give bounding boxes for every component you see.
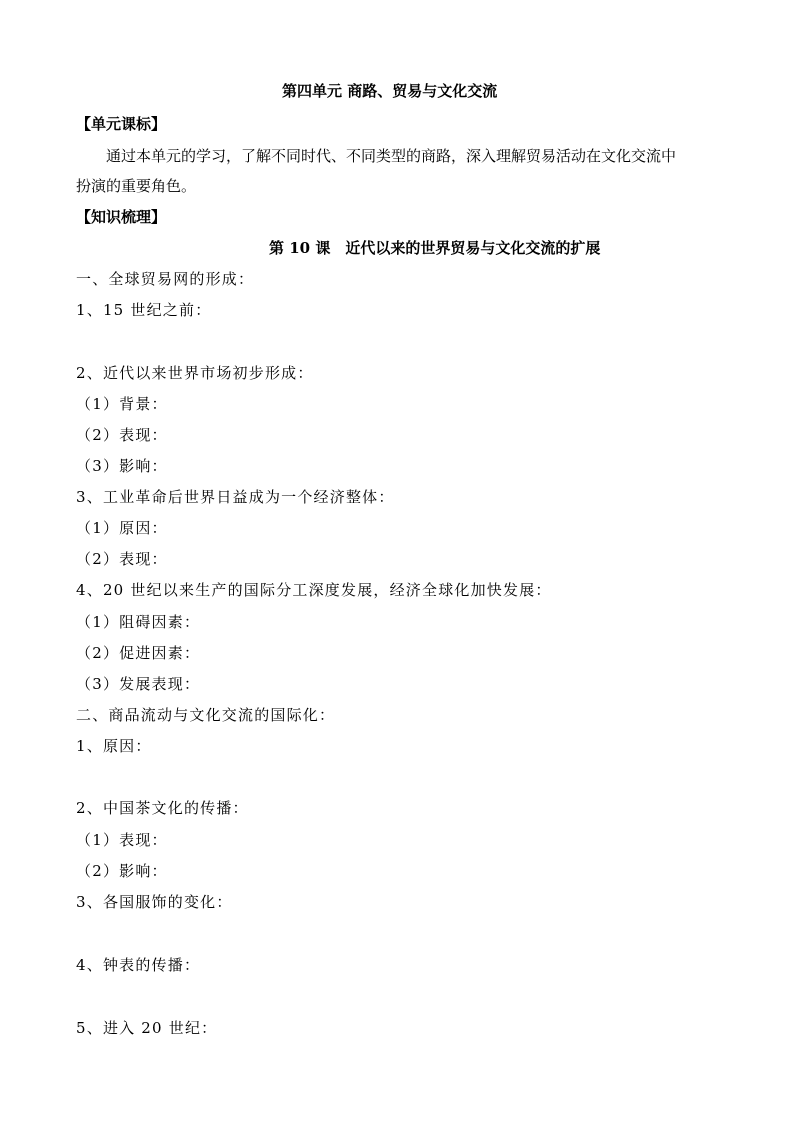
section-2-point-2-sub-b: （2）影响：	[76, 862, 168, 880]
section-1-heading: 一、全球贸易网的形成：	[76, 270, 255, 288]
unit-title: 第四单元 商路、贸易与文化交流	[282, 82, 498, 100]
section-1-point-4-sub-c: （3）发展表现：	[76, 675, 201, 693]
section-2-point-5: 5、进入 20 世纪：	[76, 1019, 218, 1037]
section-1-point-2-sub-b: （2）表现：	[76, 426, 168, 444]
section-1-point-3-sub-a: （1）原因：	[76, 519, 168, 537]
unit-standard-text-line-1: 通过本单元的学习，了解不同时代、不同类型的商路，深入理解贸易活动在文化交流中	[106, 147, 677, 165]
section-2-heading: 二、商品流动与文化交流的国际化：	[76, 706, 336, 724]
section-1-point-2-sub-a: （1）背景：	[76, 395, 168, 413]
section-2-point-1: 1、原因：	[76, 737, 152, 755]
section-1-point-1: 1、15 世纪之前：	[76, 301, 212, 319]
section-1-point-4: 4、20 世纪以来生产的国际分工深度发展，经济全球化加快发展：	[76, 581, 552, 599]
unit-standard-text-line-2: 扮演的重要角色。	[76, 177, 197, 195]
section-1-point-2-sub-c: （3）影响：	[76, 457, 168, 475]
section-2-point-3: 3、各国服饰的变化：	[76, 893, 233, 911]
section-2-point-2: 2、中国茶文化的传播：	[76, 799, 249, 817]
section-1-point-3-sub-b: （2）表现：	[76, 550, 168, 568]
section-1-point-3: 3、工业革命后世界日益成为一个经济整体：	[76, 488, 395, 506]
section-1-point-4-sub-a: （1）阻碍因素：	[76, 613, 201, 631]
section-1-point-2: 2、近代以来世界市场初步形成：	[76, 364, 314, 382]
section-2-point-4: 4、钟表的传播：	[76, 956, 201, 974]
section-1-point-4-sub-b: （2）促进因素：	[76, 644, 201, 662]
lesson-title: 第 10 课 近代以来的世界贸易与文化交流的扩展	[269, 239, 601, 257]
section-2-point-2-sub-a: （1）表现：	[76, 831, 168, 849]
knowledge-review-heading: 【知识梳理】	[76, 208, 167, 226]
unit-standard-heading: 【单元课标】	[76, 115, 167, 133]
